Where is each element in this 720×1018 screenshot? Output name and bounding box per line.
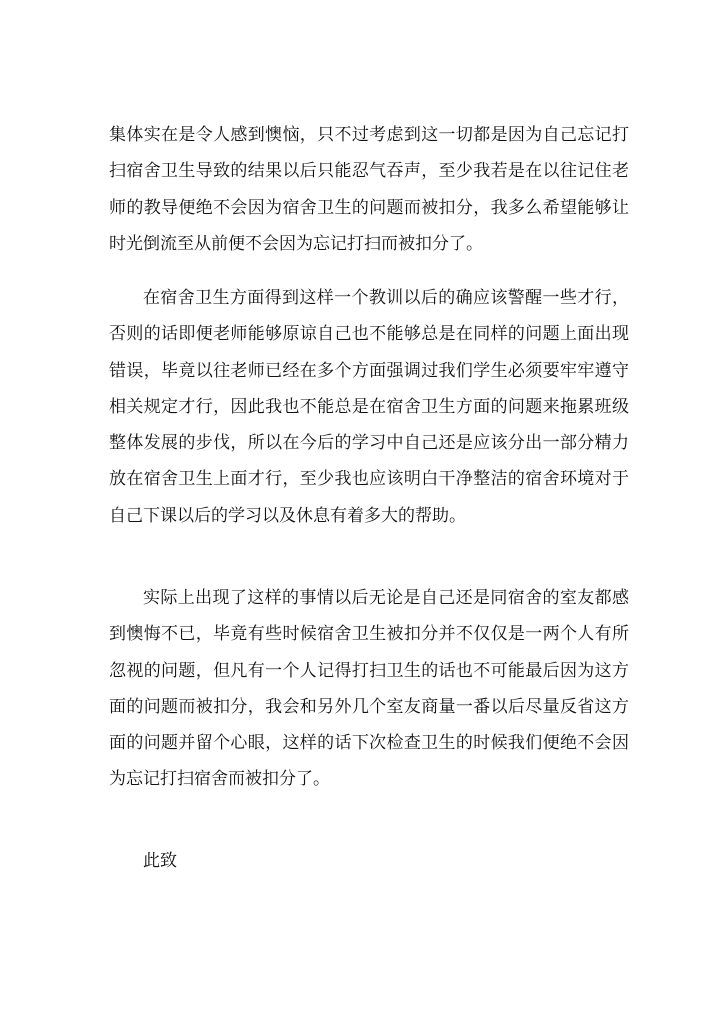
closing-salutation: 此致 [143,851,177,871]
paragraph-1: 集体实在是令人感到懊恼，只不过考虑到这一切都是因为自己忘记打扫宿舍卫生导致的结果以后只能忍气吞声，至少我若是在以往记住老师的教导便绝不会因为宿舍卫生的问题而被扣分，我多么希望能够让时光倒流至从前便不会因为忘记打扫而被扣分了。 [109,125,629,254]
paragraph-2: 在宿舍卫生方面得到这样一个教训以后的确应该警醒一些才行，否则的话即便老师能够原谅自己也不能够总是在同样的问题上面出现错误，毕竟以往老师已经在多个方面强调过我们学生必须要牢牢遵守相关规定才行，因此我也不能总是在宿舍卫生方面的问题来拖累班级整体发展的步伐，所以在今后的学习中自己还是应该分出一部分精力放在宿舍卫生上面才行，至少我也应该明白干净整洁的宿舍环境对于自己下课以后的学习以及休息有着多大的帮助。 [109,288,629,526]
paragraph-3: 实际上出现了这样的事情以后无论是自己还是同宿舍的室友都感到懊悔不已，毕竟有些时候宿舍卫生被扣分并不仅仅是一两个人有所忽视的问题，但凡有一个人记得打扫卫生的话也不可能最后因为这方面的问题而被扣分，我会和另外几个室友商量一番以后尽量反省这方面的问题并留个心眼，这样的话下次检查卫生的时候我们便绝不会因为忘记打扫宿舍而被扣分了。 [109,588,629,790]
